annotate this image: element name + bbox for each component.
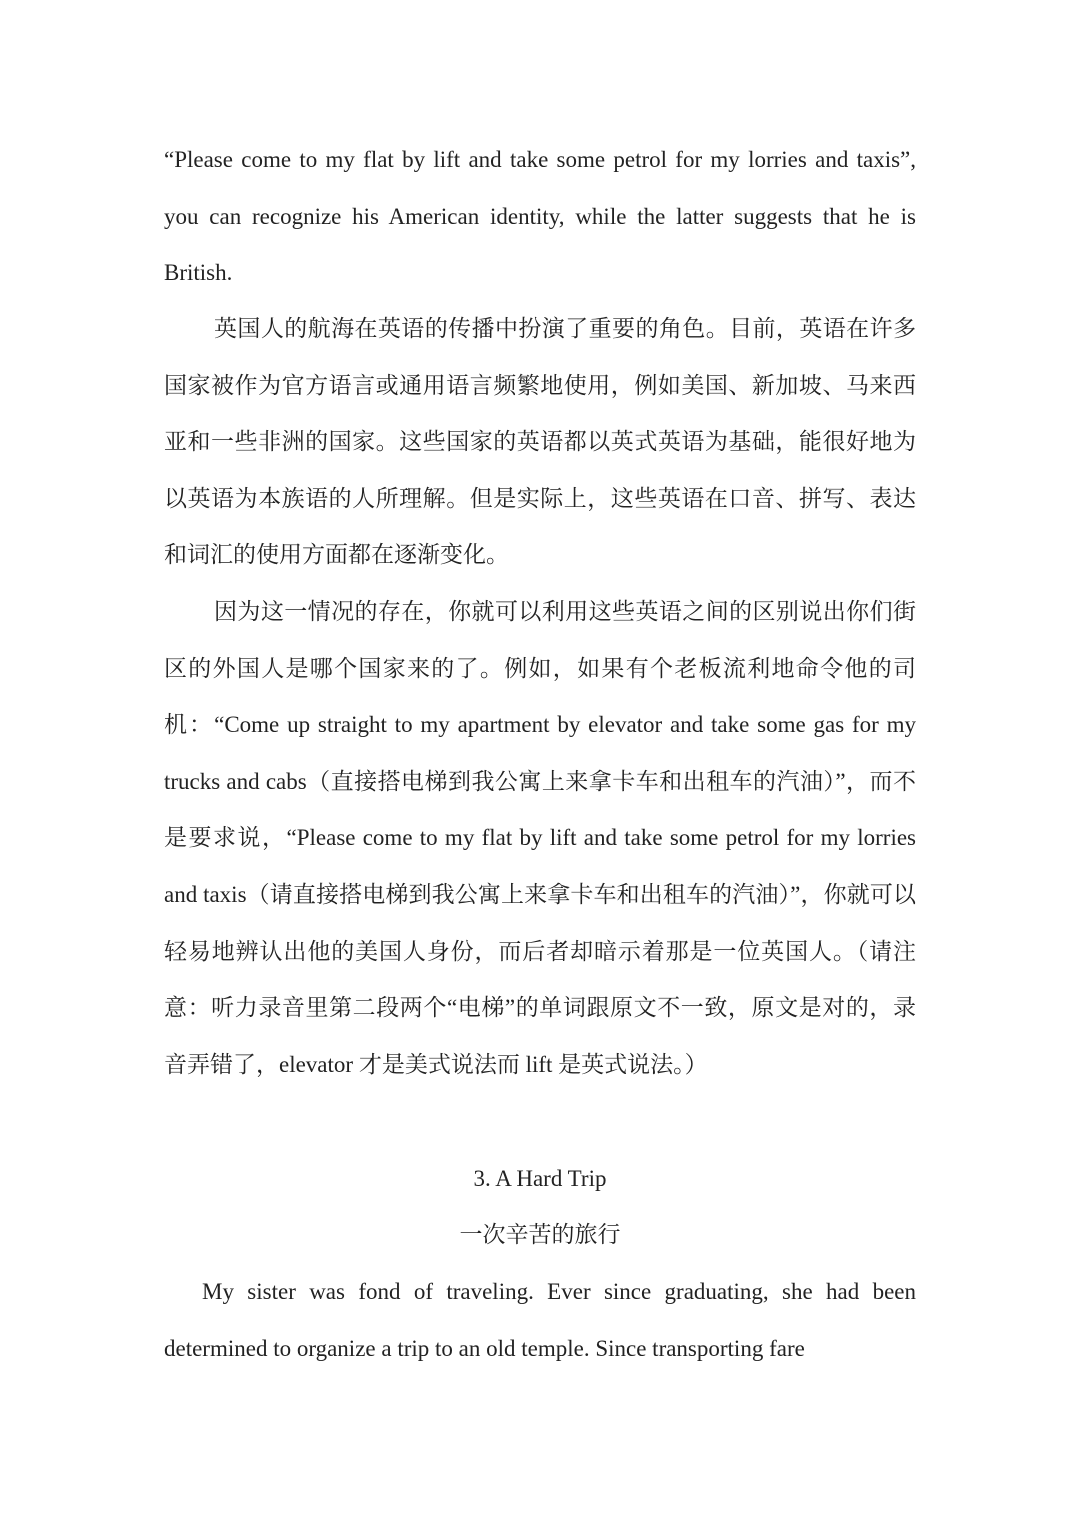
paragraph-2: 英国人的航海在英语的传播中扮演了重要的角色。目前，英语在许多国家被作为官方语言或通用语言频繁地使用，例如美国、新加坡、马来西亚和一些非洲的国家。这些国家的英语都以英式英语为基础，能很好地为以英语为本族语的人所理解。但是实际上，这些英语在口音、拼写、表达和词汇的使用方面都在逐渐变化。 (164, 316, 916, 568)
paragraph-3: 因为这一情况的存在，你就可以利用这些英语之间的区别说出你们街区的外国人是哪个国家来的了。例如，如果有个老板流利地命令他的司机：“Come up straight to my apartment by elevator and take some gas for my trucks and cabs（直接搭电梯到我公寓上来拿卡车和出租车的汽油）”，而不是要求说，“Please come to my flat by lift and take some petrol for my lorries and taxis（请直接搭电梯到我公寓上来拿卡车和出租车的汽油）”，你就可以轻易地辨认出他的美国人身份，而后者却暗示着那是一位英国人。（请注意：听力录音里第二段两个“电梯”的单词跟原文不一致，原文是对的，录音弄错了，elevator 才是美式说法而 lift 是英式说法。） (164, 599, 916, 1077)
section-title-chinese: 一次辛苦的旅行 (459, 1222, 621, 1247)
section-title-english: 3. A Hard Trip (473, 1166, 607, 1191)
paragraph-1: “Please come to my flat by lift and take some petrol for my lorries and taxis”, you can recognize his American identity, while the latter suggests that he is British. (164, 147, 916, 286)
paragraph-4: My sister was fond of traveling. Ever since graduating, she had been determined to organize a trip to an old temple. Since transporting fare (164, 1279, 916, 1361)
